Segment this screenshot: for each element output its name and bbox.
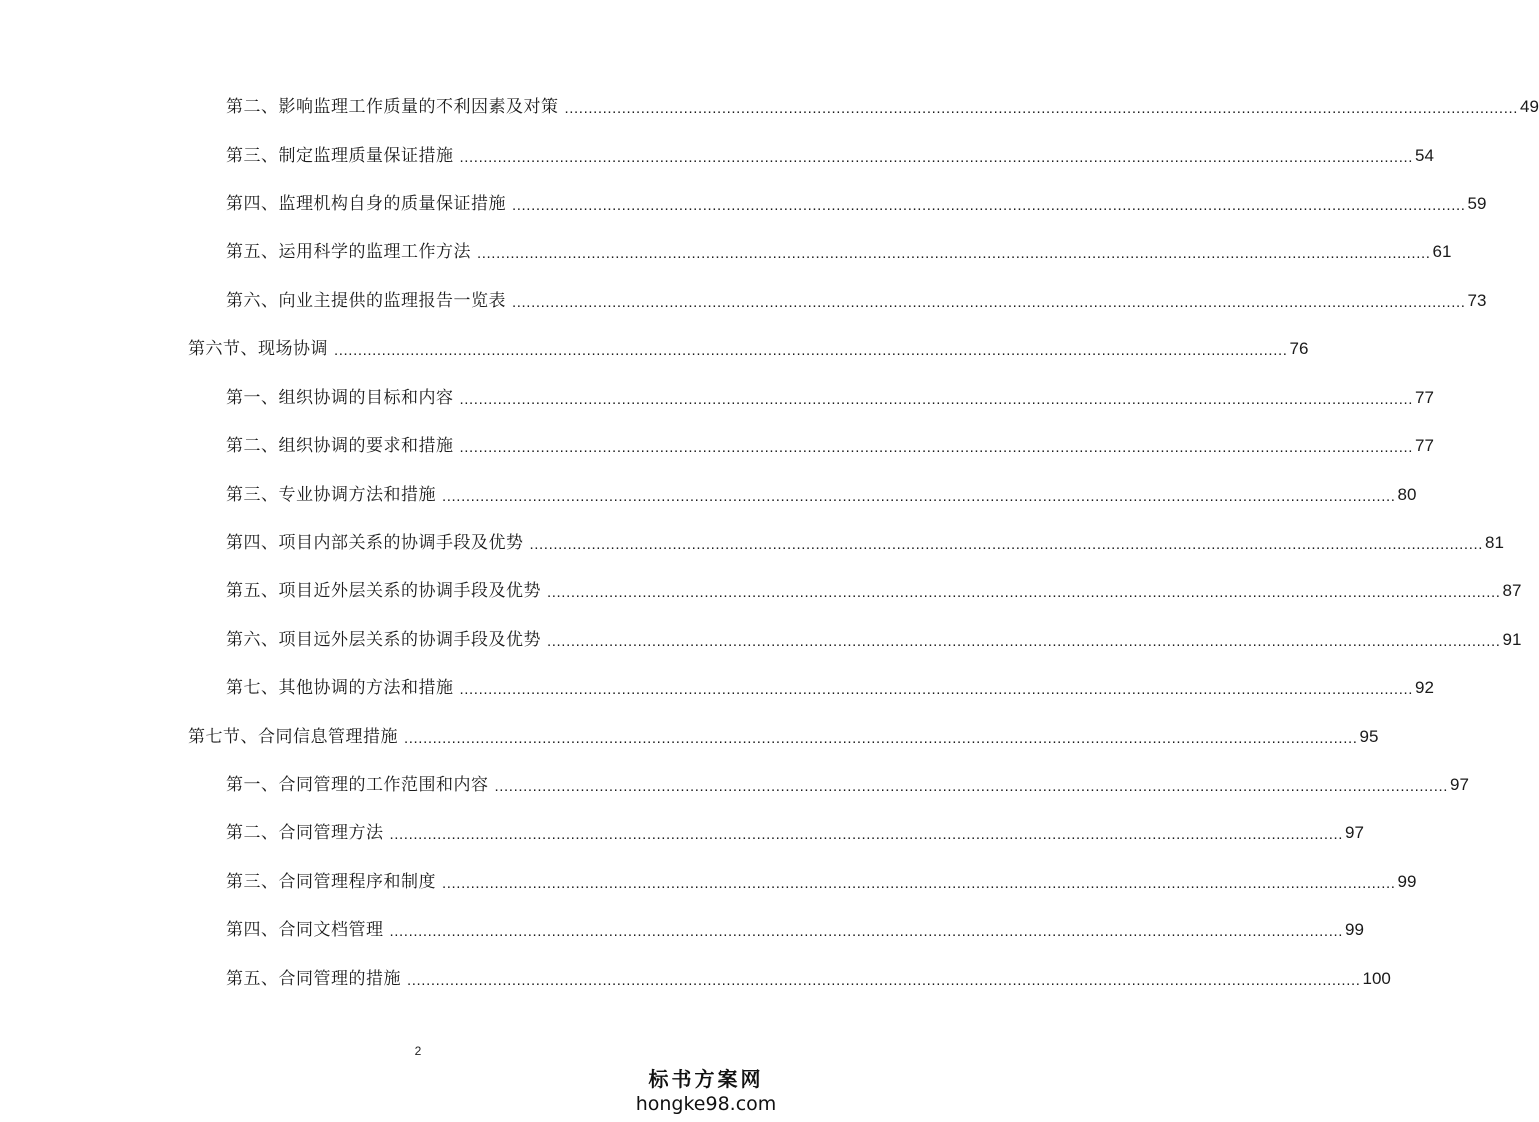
toc-entry[interactable] — [226, 577, 1522, 605]
toc-entry-page: 54 — [1415, 146, 1434, 165]
toc-entry-page: 76 — [1289, 339, 1309, 358]
page-number: 2 — [414, 1044, 422, 1058]
toc-entry-page: 77 — [1415, 388, 1434, 407]
toc-entry[interactable] — [226, 626, 1522, 654]
toc-entry[interactable] — [226, 481, 1417, 509]
toc-entry[interactable] — [226, 432, 1434, 460]
toc-entry-label: 第一、合同管理的工作范围和内容 — [226, 775, 489, 795]
toc-entry-page: 80 — [1397, 485, 1417, 504]
dot-leader: ........................................................................................................................................................................................................ — [389, 826, 1343, 843]
dot-leader: ........................................................................................................................................................................................................ — [407, 972, 1361, 989]
toc-entry-label: 第二、影响监理工作质量的不利因素及对策 — [226, 97, 559, 117]
dot-leader: ........................................................................................................................................................................................................ — [547, 633, 1501, 650]
dot-leader: ........................................................................................................................................................................................................ — [564, 100, 1518, 117]
toc-entry-label: 第二、组织协调的要求和措施 — [226, 436, 454, 456]
dot-leader: ........................................................................................................................................................................................................ — [512, 197, 1466, 214]
toc-entry-page: 81 — [1485, 533, 1504, 552]
toc-entry-label: 第三、专业协调方法和措施 — [226, 485, 436, 505]
toc-entry-label: 第七、其他协调的方法和措施 — [226, 678, 454, 698]
toc-entry-label: 第七节、合同信息管理措施 — [188, 727, 398, 747]
toc-entry-page: 77 — [1415, 436, 1434, 455]
dot-leader: ........................................................................................................................................................................................................ — [494, 778, 1448, 795]
toc-entry[interactable] — [226, 916, 1364, 944]
toc-entry-label: 第四、合同文档管理 — [226, 920, 384, 940]
watermark-url: hongke98.com — [635, 1093, 777, 1115]
toc-entry-page: 61 — [1432, 242, 1452, 261]
toc-section-entry[interactable] — [188, 723, 1379, 751]
toc-entry-page: 100 — [1362, 969, 1391, 988]
dot-leader: ........................................................................................................................................................................................................ — [512, 294, 1466, 311]
toc-entry[interactable] — [226, 819, 1364, 847]
toc-entry-label: 第五、项目近外层关系的协调手段及优势 — [226, 581, 541, 601]
dot-leader: ........................................................................................................................................................................................................ — [442, 875, 1396, 892]
dot-leader: ........................................................................................................................................................................................................ — [404, 730, 1358, 747]
toc-entry-page: 99 — [1397, 872, 1417, 891]
toc-entry[interactable] — [226, 93, 1539, 121]
toc-entry-page: 49 — [1520, 97, 1539, 116]
toc-entry-label: 第四、监理机构自身的质量保证措施 — [226, 194, 506, 214]
toc-entry[interactable] — [226, 142, 1434, 170]
toc-entry[interactable] — [226, 529, 1504, 557]
toc-entry[interactable] — [226, 287, 1487, 315]
toc-entry-page: 97 — [1450, 775, 1469, 794]
toc-entry-label: 第四、项目内部关系的协调手段及优势 — [226, 533, 524, 553]
toc-entry-page: 97 — [1345, 823, 1364, 842]
toc-entry-page: 92 — [1415, 678, 1434, 697]
dot-leader: ........................................................................................................................................................................................................ — [477, 245, 1431, 262]
toc-entry[interactable] — [226, 965, 1391, 993]
toc-entry[interactable] — [226, 190, 1487, 218]
watermark-logo — [631, 1066, 781, 1116]
toc-entry-label: 第六、项目远外层关系的协调手段及优势 — [226, 630, 541, 650]
toc-entry[interactable] — [226, 868, 1417, 896]
toc-entry-label: 第六、向业主提供的监理报告一览表 — [226, 291, 506, 311]
watermark-chinese: 标书方案网 — [648, 1067, 764, 1091]
dot-leader: ........................................................................................................................................................................................................ — [334, 342, 1288, 359]
dot-leader: ........................................................................................................................................................................................................ — [529, 536, 1483, 553]
toc-entry-label: 第三、合同管理程序和制度 — [226, 872, 436, 892]
toc-entry-label: 第一、组织协调的目标和内容 — [226, 388, 454, 408]
toc-entry-page: 87 — [1502, 581, 1522, 600]
toc-entry[interactable] — [226, 674, 1434, 702]
toc-entry-label: 第二、合同管理方法 — [226, 823, 384, 843]
toc-entry-page: 99 — [1345, 920, 1364, 939]
dot-leader: ........................................................................................................................................................................................................ — [547, 584, 1501, 601]
toc-entry[interactable] — [226, 238, 1452, 266]
toc-entry-page: 91 — [1502, 630, 1522, 649]
toc-entry-page: 95 — [1359, 727, 1379, 746]
dot-leader: ........................................................................................................................................................................................................ — [459, 391, 1413, 408]
toc-entry-page: 73 — [1467, 291, 1487, 310]
toc-entry-label: 第五、合同管理的措施 — [226, 969, 401, 989]
dot-leader: ........................................................................................................................................................................................................ — [442, 488, 1396, 505]
dot-leader: ........................................................................................................................................................................................................ — [459, 149, 1413, 166]
toc-entry[interactable] — [226, 771, 1469, 799]
dot-leader: ........................................................................................................................................................................................................ — [459, 681, 1413, 698]
toc-entry-label: 第五、运用科学的监理工作方法 — [226, 242, 471, 262]
toc-entry-page: 59 — [1467, 194, 1487, 213]
toc-entry[interactable] — [226, 384, 1434, 412]
toc-section-entry[interactable] — [188, 335, 1309, 363]
toc-entry-label: 第六节、现场协调 — [188, 339, 328, 359]
dot-leader: ........................................................................................................................................................................................................ — [389, 923, 1343, 940]
toc-entry-label: 第三、制定监理质量保证措施 — [226, 146, 454, 166]
dot-leader: ........................................................................................................................................................................................................ — [459, 439, 1413, 456]
